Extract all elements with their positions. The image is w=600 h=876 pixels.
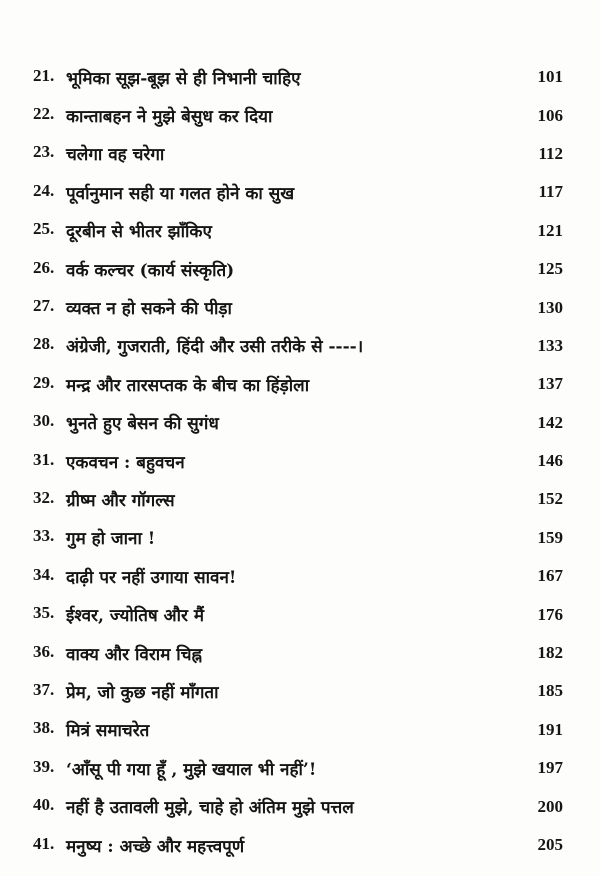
chapter-title: प्रेम, जो कुछ नहीं माँगता: [66, 682, 219, 703]
toc-entry: [33, 826, 563, 864]
chapter-number: 31.: [33, 449, 55, 469]
page-number: 112: [538, 143, 563, 163]
toc-entry-label: [33, 181, 294, 204]
chapter-number: 36.: [33, 641, 55, 661]
chapter-title: मनुष्य : अच्छे और महत्त्वपूर्ण: [66, 836, 245, 857]
chapter-number: 27.: [33, 296, 55, 316]
page-number: 117: [538, 182, 563, 202]
chapter-title: ग्रीष्म और गॉगल्स: [66, 490, 175, 511]
toc-entry: [33, 711, 563, 749]
chapter-number: 40.: [33, 795, 55, 815]
chapter-number: 39.: [33, 756, 55, 776]
toc-entry-label: [33, 757, 316, 780]
page-number: 137: [537, 374, 563, 394]
toc-entry: [33, 634, 563, 672]
toc-entry: [33, 96, 563, 134]
chapter-number: 34.: [33, 564, 55, 584]
chapter-number: 41.: [33, 833, 55, 853]
toc-entry-label: [33, 104, 272, 127]
page-number: 205: [537, 835, 563, 854]
chapter-title: ‘आँसू पी गया हूँ , मुझे खयाल भी नहीं’!: [66, 759, 317, 780]
chapter-number: 21.: [33, 65, 55, 85]
page-number: 133: [537, 335, 563, 355]
chapter-number: 32.: [33, 487, 55, 507]
page-number: 125: [537, 259, 563, 279]
chapter-number: 37.: [33, 679, 55, 699]
page-number: 197: [537, 758, 563, 778]
chapter-title: भुनते हुए बेसन की सुगंध: [66, 414, 219, 435]
toc-entry-label: [33, 296, 232, 319]
chapter-title: दाढ़ी पर नहीं उगाया सावन!: [66, 567, 237, 588]
toc-entry: [33, 288, 563, 326]
chapter-title: दूरबीन से भीतर झाँकिए: [66, 222, 212, 243]
toc-entry-label: [33, 488, 175, 511]
page-number: 106: [537, 105, 563, 125]
chapter-title: मन्द्र और तारसप्तक के बीच का हिंड़ोला: [66, 375, 310, 396]
toc-entry: [33, 212, 563, 250]
toc-entry-label: [33, 718, 149, 741]
page-number: 121: [537, 220, 563, 240]
toc-entry: [33, 787, 563, 825]
toc-entry-label: [33, 642, 202, 665]
toc-entry: [33, 250, 563, 288]
toc-entry-label: [33, 680, 219, 703]
toc-entry: [33, 365, 563, 403]
chapter-title: एकवचन : बहुवचन: [66, 452, 185, 473]
chapter-number: 35.: [33, 603, 55, 623]
chapter-number: 38.: [33, 718, 55, 738]
chapter-number: 28.: [33, 334, 55, 354]
toc-entry: [33, 404, 563, 442]
toc-entry: [33, 749, 563, 787]
toc-entry-label: [33, 258, 234, 281]
chapter-number: 26.: [33, 257, 55, 277]
toc-entry-label: [33, 834, 244, 857]
chapter-number: 22.: [33, 104, 55, 124]
chapter-title: अंग्रेजी, गुजराती, हिंदी और उसी तरीके से ----।: [66, 337, 364, 358]
page-number: 101: [537, 67, 563, 87]
chapter-number: 23.: [33, 142, 55, 162]
table-of-contents: [33, 58, 563, 864]
page-number: 146: [537, 451, 563, 471]
page-number: 159: [537, 527, 563, 547]
toc-entry: [33, 672, 563, 710]
toc-entry: [33, 557, 563, 595]
toc-entry: [33, 58, 563, 96]
chapter-number: 30.: [33, 411, 55, 431]
chapter-title: कान्ताबहन ने मुझे बेसुध कर दिया: [66, 107, 273, 128]
toc-entry-label: [33, 373, 309, 396]
chapter-title: वाक्य और विराम चिह्न: [66, 644, 203, 665]
toc-entry-label: [33, 526, 155, 549]
toc-entry-label: [33, 66, 301, 89]
page-number: 167: [537, 566, 563, 586]
page-number: 182: [537, 643, 563, 663]
toc-entry-label: [33, 565, 236, 588]
toc-entry: [33, 595, 563, 633]
toc-entry: [33, 480, 563, 518]
chapter-title: नहीं है उतावली मुझे, चाहे हो अंतिम मुझे पत्तल: [66, 798, 354, 819]
toc-entry-label: [33, 450, 185, 473]
chapter-title: वर्क कल्चर (कार्य संस्कृति): [66, 260, 235, 281]
toc-entry-label: [33, 334, 363, 357]
page-number: 142: [537, 412, 563, 432]
chapter-title: व्यक्त न हो सकने की पीड़ा: [66, 299, 232, 320]
chapter-title: भूमिका सूझ-बूझ से ही निभानी चाहिए: [66, 68, 301, 89]
toc-entry: [33, 173, 563, 211]
toc-entry-label: [33, 603, 204, 626]
chapter-title: चलेगा वह चरेगा: [66, 145, 165, 166]
toc-entry-label: [33, 411, 219, 434]
chapter-title: ईश्वर, ज्योतिष और मैं: [66, 606, 205, 627]
page-number: 185: [537, 681, 563, 701]
page-number: 191: [537, 719, 563, 739]
toc-entry-label: [33, 219, 212, 242]
toc-entry: [33, 135, 563, 173]
toc-entry: [33, 519, 563, 557]
toc-entry: [33, 442, 563, 480]
page-number: 152: [537, 489, 563, 509]
chapter-number: 33.: [33, 526, 55, 546]
chapter-title: गुम हो जाना !: [66, 529, 156, 550]
page-number: 176: [537, 604, 563, 624]
toc-entry-label: [33, 795, 354, 818]
page-number: 130: [537, 297, 563, 317]
chapter-title: मित्रं समाचरेत: [66, 721, 150, 742]
toc-entry: [33, 327, 563, 365]
chapter-number: 29.: [33, 372, 55, 392]
chapter-number: 25.: [33, 219, 55, 239]
chapter-title: पूर्वानुमान सही या गलत होने का सुख: [66, 183, 295, 204]
page-number: 200: [537, 796, 563, 816]
toc-entry-label: [33, 142, 164, 165]
chapter-number: 24.: [33, 180, 55, 200]
